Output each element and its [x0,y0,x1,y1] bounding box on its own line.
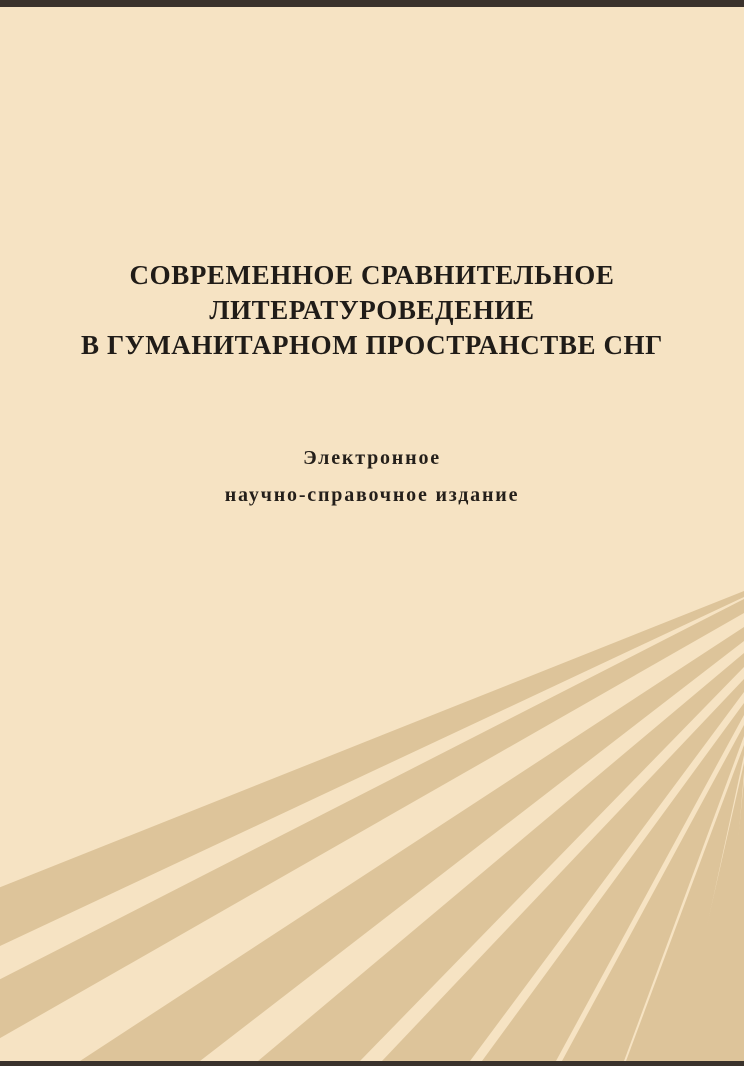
top-edge-band [0,0,744,7]
subtitle-line-2: научно-справочное издание [224,484,520,506]
ray-pattern-svg [0,591,744,1061]
page-subtitle [0,440,744,514]
title-line-3: В ГУМАНИТАРНОМ ПРОСТРАНСТВЕ СНГ [81,330,663,360]
title-line-1: СОВРЕМЕННОЕ СРАВНИТЕЛЬНОЕ [129,260,615,290]
perspective-ray-background [0,591,744,1061]
subtitle-line-1: Электронное [303,447,441,469]
title-line-2: ЛИТЕРАТУРОВЕДЕНИЕ [209,295,535,325]
page-title [0,258,744,363]
bottom-edge-band [0,1061,744,1066]
